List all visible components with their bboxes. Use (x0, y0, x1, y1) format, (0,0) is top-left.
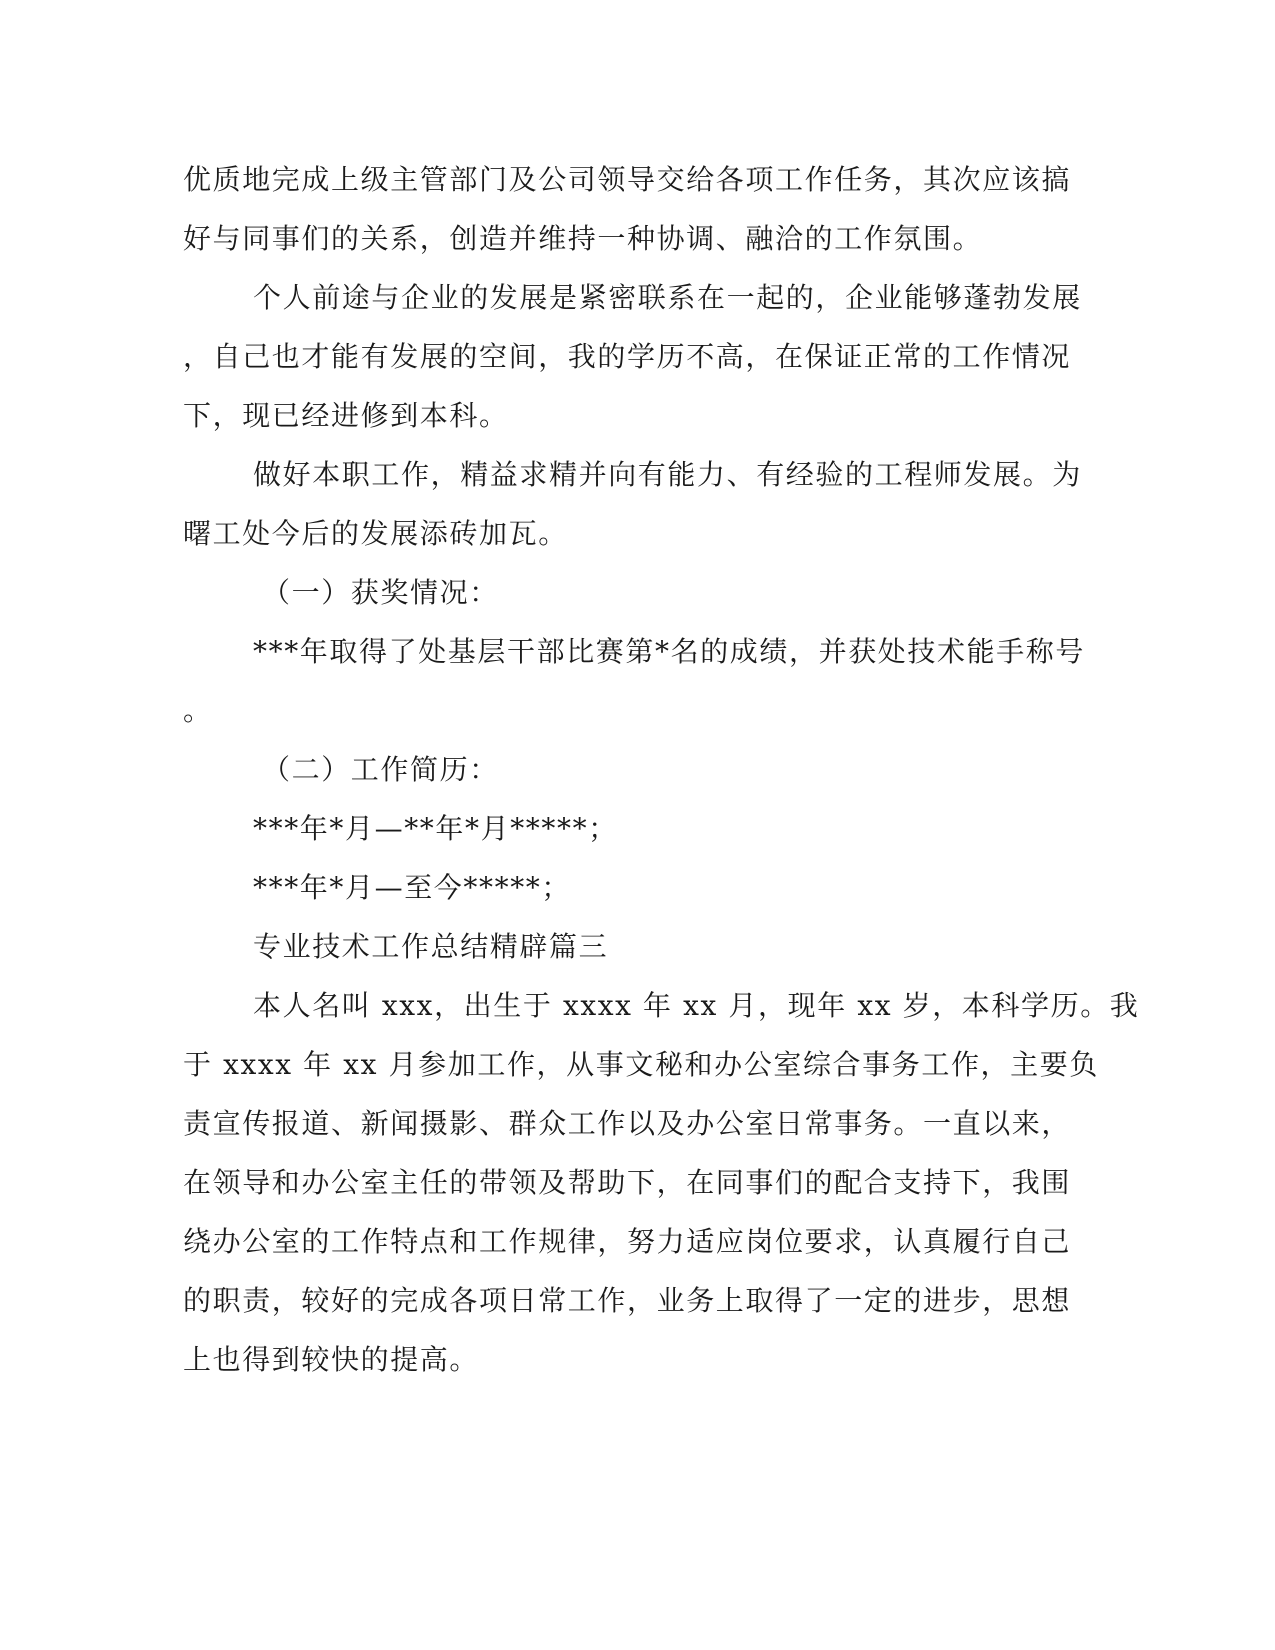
text-line: 绕办公室的工作特点和工作规律，努力适应岗位要求，认真履行自己 (183, 1225, 1072, 1258)
text-line: 。 (183, 694, 213, 727)
section-heading-work-history: （二）工作简历： (262, 753, 499, 786)
paragraph-start: 本人名叫 xxx，出生于 xxxx 年 xx 月，现年 xx 岁，本科学历。我 (253, 989, 1140, 1022)
section-heading-awards: （一）获奖情况： (262, 576, 499, 609)
text-line: 责宣传报道、新闻摄影、群众工作以及办公室日常事务。一直以来， (183, 1107, 1072, 1140)
text-line: 于 xxxx 年 xx 月参加工作，从事文秘和办公室综合事务工作，主要负 (183, 1048, 1099, 1081)
text-line: 上也得到较快的提高。 (183, 1343, 480, 1376)
text-line: 曙工处今后的发展添砖加瓦。 (183, 517, 568, 550)
text-line: 好与同事们的关系，创造并维持一种协调、融洽的工作氛围。 (183, 222, 983, 255)
paragraph-start: 个人前途与企业的发展是紧密联系在一起的，企业能够蓬勃发展 (253, 281, 1082, 314)
text-line: ，自己也才能有发展的空间，我的学历不高，在保证正常的工作情况 (183, 340, 1072, 373)
paragraph-start: ***年取得了处基层干部比赛第*名的成绩，并获处技术能手称号 (253, 635, 1086, 668)
text-line: 优质地完成上级主管部门及公司领导交给各项工作任务，其次应该搞 (183, 163, 1072, 196)
work-history-item: ***年*月—至今*****； (253, 871, 572, 904)
text-line: 下，现已经进修到本科。 (183, 399, 509, 432)
text-line: 的职责，较好的完成各项日常工作，业务上取得了一定的进步，思想 (183, 1284, 1072, 1317)
paragraph-start: 做好本职工作，精益求精并向有能力、有经验的工程师发展。为 (253, 458, 1082, 491)
work-history-item: ***年*月—**年*月*****； (253, 812, 618, 845)
text-line: 在领导和办公室主任的带领及帮助下，在同事们的配合支持下，我围 (183, 1166, 1072, 1199)
section-title: 专业技术工作总结精辟篇三 (253, 930, 609, 963)
